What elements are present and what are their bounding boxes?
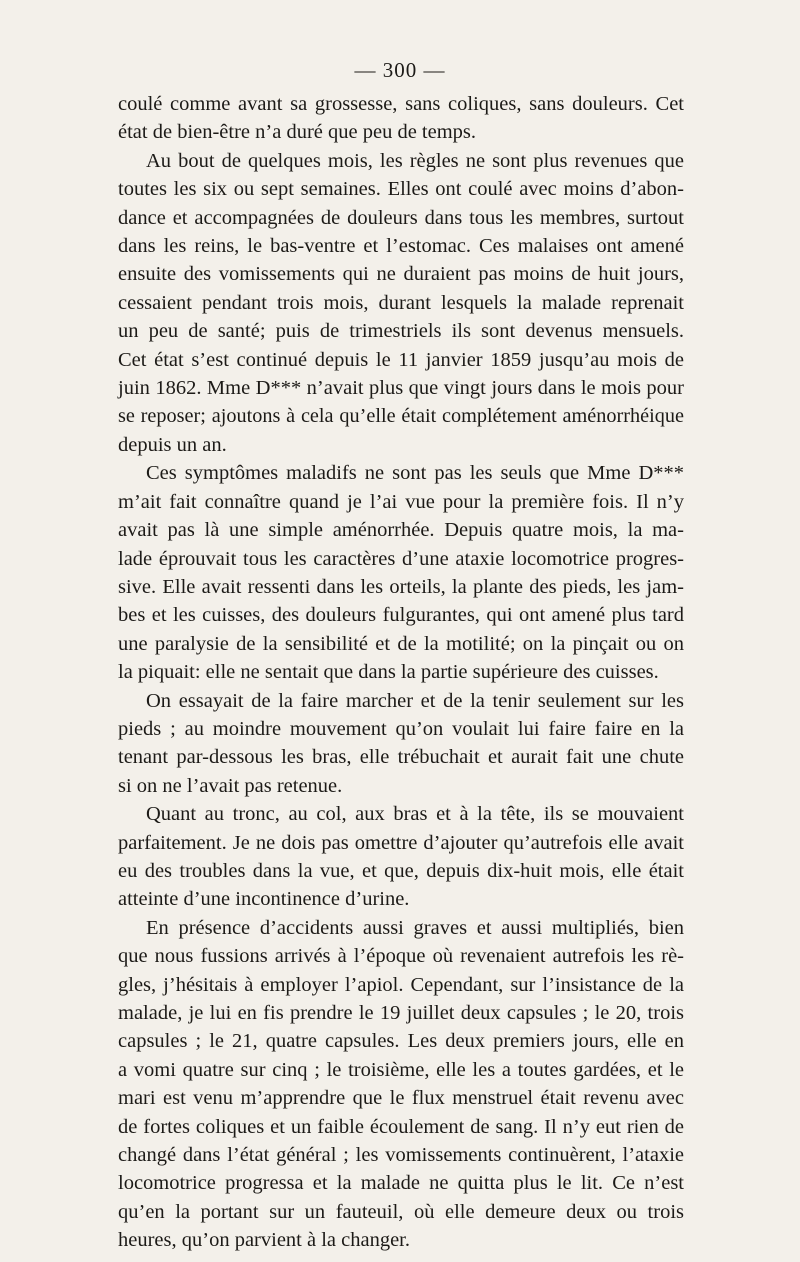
text-line: ensuite des vomissements qui ne duraient pas moins de huit jours, bbox=[118, 263, 684, 286]
text-line: coulé comme avant sa grossesse, sans coliques, sans douleurs. Cet bbox=[118, 93, 684, 115]
text-line: toutes les six ou sept semaines. Elles ont coulé avec moins d’abon- bbox=[118, 178, 684, 201]
text-line: On essayait de la faire marcher et de la tenir seulement sur les bbox=[146, 689, 684, 712]
text-line: que nous fussions arrivés à l’époque où revenaient autrefois les rè- bbox=[118, 945, 684, 968]
text-line: un peu de santé; puis de trimestriels ils sont devenus mensuels. bbox=[118, 320, 684, 343]
text-line: se reposer; ajoutons à cela qu’elle était complétement aménorrhéique bbox=[118, 405, 684, 428]
text-line: eu des troubles dans la vue, et que, depuis dix-huit mois, elle était bbox=[118, 859, 684, 882]
text-line: m’ait fait connaître quand je l’ai vue pour la première fois. Il n’y bbox=[118, 490, 684, 513]
text-line: avait pas là une simple aménorrhée. Depuis quatre mois, la ma- bbox=[118, 519, 684, 542]
text-line: Quant au tronc, au col, aux bras et à la tête, ils se mouvaient bbox=[146, 803, 684, 826]
text-line: une paralysie de la sensibilité et de la motilité; on la pinçait ou on bbox=[118, 632, 684, 655]
text-line: changé dans l’état général ; les vomissements continuèrent, l’ataxie bbox=[118, 1144, 684, 1167]
text-line: depuis un an. bbox=[118, 433, 227, 456]
text-line: lade éprouvait tous les caractères d’une ataxie locomotrice progres- bbox=[118, 547, 684, 570]
text-line: la piquait: elle ne sentait que dans la partie supérieure des cuisses. bbox=[118, 661, 659, 684]
text-line: dans les reins, le bas-ventre et l’estomac. Ces malaises ont amené bbox=[118, 235, 684, 258]
text-line: Au bout de quelques mois, les règles ne sont plus revenues que bbox=[146, 149, 684, 172]
text-line: sive. Elle avait ressenti dans les orteils, la plante des pieds, les jam- bbox=[118, 575, 684, 598]
text-line: heures, qu’on parvient à la changer. bbox=[118, 1229, 411, 1252]
text-line: a vomi quatre sur cinq ; le troisième, elle les a toutes gardées, et le bbox=[118, 1058, 684, 1081]
text-line: pieds ; au moindre mouvement qu’on voulait lui faire faire en la bbox=[118, 717, 684, 740]
text-line: Ces symptômes maladifs ne sont pas les seuls que Mme D*** bbox=[146, 462, 684, 485]
text-line: juin 1862. Mme D*** n’avait plus que vingt jours dans le mois pour bbox=[118, 377, 684, 400]
text-line: Cet état s’est continué depuis le 11 janvier 1859 jusqu’au mois de bbox=[118, 348, 684, 371]
text-line: état de bien-être n’a duré que peu de temps. bbox=[118, 121, 477, 144]
text-line: cessaient pendant trois mois, durant lesquels la malade reprenait bbox=[118, 291, 684, 314]
text-line: si on ne l’avait pas retenue. bbox=[118, 774, 343, 797]
text-line: bes et les cuisses, des douleurs fulgurantes, qui ont amené plus tard bbox=[118, 604, 684, 627]
text-line: atteinte d’une incontinence d’urine. bbox=[118, 888, 410, 911]
text-line: capsules ; le 21, quatre capsules. Les deux premiers jours, elle en bbox=[118, 1030, 684, 1053]
text-line: parfaitement. Je ne dois pas omettre d’ajouter qu’autrefois elle avait bbox=[118, 831, 684, 854]
text-line: gles, j’hésitais à employer l’apiol. Cependant, sur l’insistance de la bbox=[118, 973, 684, 996]
text-line: tenant par-dessous les bras, elle trébuchait et aurait fait une chute bbox=[118, 746, 684, 769]
text-line: malade, je lui en fis prendre le 19 juillet deux capsules ; le 20, trois bbox=[118, 1002, 684, 1024]
text-line: mari est venu m’apprendre que le flux menstruel était revenu avec bbox=[118, 1087, 684, 1110]
text-line: En présence d’accidents aussi graves et aussi multipliés, bien bbox=[146, 916, 684, 939]
text-line: de fortes coliques et un faible écoulement de sang. Il n’y eut rien de bbox=[118, 1115, 684, 1138]
page-number: — 300 — bbox=[354, 58, 446, 82]
text-line: qu’en la portant sur un fauteuil, où elle demeure deux ou trois bbox=[118, 1200, 684, 1223]
body-text bbox=[118, 90, 684, 1255]
text-line: locomotrice progressa et la malade ne quitta plus le lit. Ce n’est bbox=[118, 1172, 684, 1195]
text-line: dance et accompagnées de douleurs dans tous les membres, surtout bbox=[118, 206, 684, 229]
